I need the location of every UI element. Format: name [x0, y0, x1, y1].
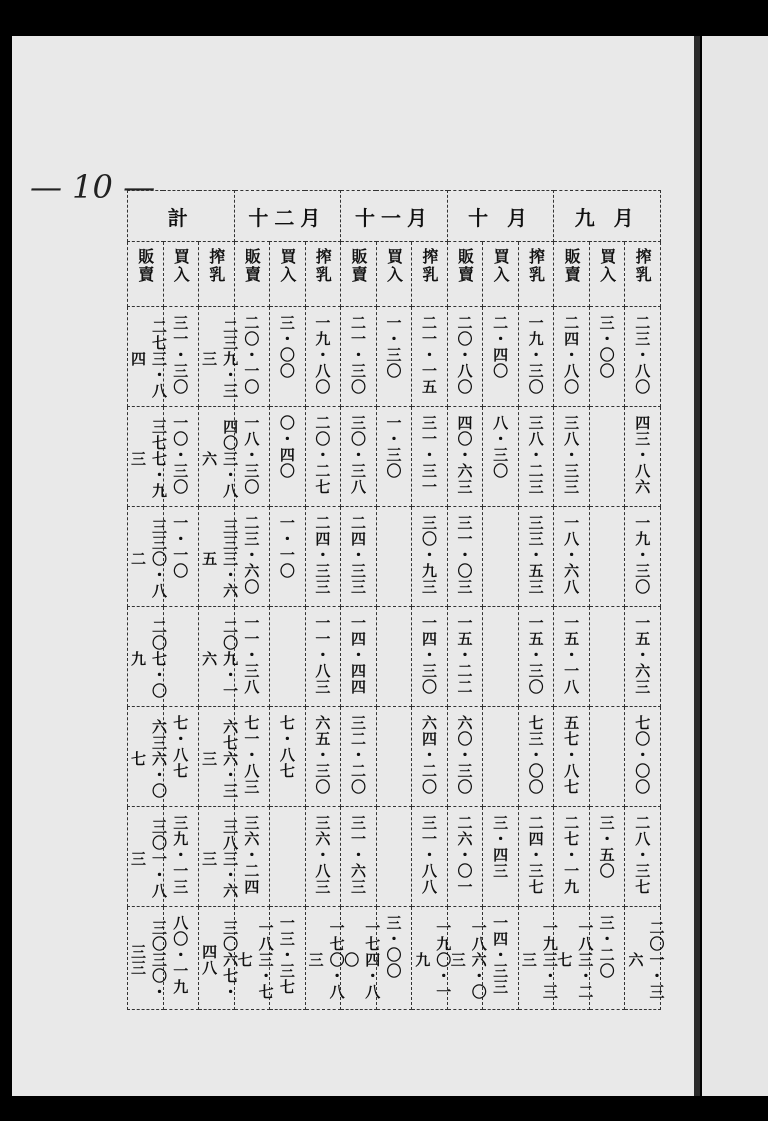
table-cell: [412, 307, 448, 407]
table-cell: [625, 607, 661, 707]
cell-value: 一八三・七七: [235, 920, 275, 1000]
cell-value: 一七四・八〇: [342, 920, 382, 1000]
table-cell: [625, 707, 661, 807]
table-cell: [483, 307, 519, 407]
cell-value: 三一・〇三: [455, 515, 474, 595]
cell-value: 一八六・〇三: [448, 920, 488, 1000]
table-cell: [554, 907, 595, 1010]
table-cell: [554, 407, 590, 507]
column-header-label: 買入: [491, 248, 511, 284]
cell-value: 三八三・六三: [200, 818, 240, 899]
book-spine: [694, 36, 700, 1096]
table-cell: [376, 407, 412, 507]
table-cell: [305, 507, 341, 607]
table-cell: [270, 607, 306, 707]
month-december: 十二月: [234, 191, 341, 242]
cell-value: 六四・二〇: [420, 715, 439, 795]
cell-value: 一四・四四: [348, 615, 367, 695]
column-header-label: 搾乳: [206, 248, 226, 284]
table-cell: [554, 307, 590, 407]
table-cell: [589, 507, 625, 607]
column-header: [625, 242, 661, 307]
cell-value: 二〇・八〇: [455, 315, 474, 395]
table-cell: [270, 307, 306, 407]
column-header: [589, 242, 625, 307]
cell-value: 一一・八三: [313, 615, 332, 695]
cell-value: 二三・六〇: [242, 515, 261, 595]
column-header-label: 買入: [597, 248, 617, 284]
column-header: [270, 242, 306, 307]
cell-value: 一四・三〇: [420, 615, 439, 695]
column-header-label: 搾乳: [313, 248, 333, 284]
month-october: 十 月: [447, 191, 554, 242]
table-cell: [589, 607, 625, 707]
table-cell: [341, 907, 382, 1010]
table-cell: [376, 707, 412, 807]
cell-value: 一五・一八: [562, 615, 581, 695]
cell-value: 五七・八七: [562, 715, 581, 795]
table-cell: [447, 307, 483, 407]
cell-value: 三三・五三: [526, 515, 545, 595]
table-row: [128, 807, 661, 907]
table-row: [128, 707, 661, 807]
table-cell: [199, 407, 240, 507]
table-cell: [305, 907, 346, 1010]
table-cell: [341, 507, 377, 607]
table-cell: [412, 507, 448, 607]
cell-value: 三・〇〇: [597, 315, 616, 379]
table-cell: [589, 707, 625, 807]
cell-value: 一五・六三: [633, 615, 652, 695]
cell-value: 三〇一・八三: [129, 818, 168, 899]
cell-value: 二六・〇一: [455, 815, 474, 895]
table-cell: [554, 707, 590, 807]
column-header: [163, 242, 199, 307]
cell-value: 三・四三: [491, 815, 510, 879]
table-cell: [199, 307, 240, 407]
table-cell: [128, 407, 168, 507]
table-cell: [270, 507, 306, 607]
cell-value: 七一・八三: [242, 715, 261, 795]
table-cell: [128, 907, 168, 1010]
table-cell: [483, 607, 519, 707]
table-cell: [447, 807, 483, 907]
cell-value: 一五・二二: [455, 615, 474, 695]
table-cell: [518, 307, 554, 407]
table-cell: [305, 807, 341, 907]
cell-value: 六三六・〇七: [129, 718, 168, 799]
cell-value: 一九・三〇: [526, 315, 545, 395]
cell-value: 二四・八〇: [562, 315, 581, 395]
cell-value: 七・八七: [277, 715, 296, 779]
column-header-label: 販賣: [348, 248, 368, 284]
cell-value: 一七〇・八三: [306, 920, 346, 1000]
cell-value: 三一・八八: [420, 815, 439, 895]
cell-value: 四三・八六: [633, 415, 652, 495]
cell-value: 一八・六八: [562, 515, 581, 595]
table-cell: [341, 407, 377, 507]
column-header-label: 搾乳: [633, 248, 653, 284]
table-cell: [554, 807, 590, 907]
cell-value: 三八・二三: [526, 415, 545, 495]
table-cell: [518, 807, 554, 907]
table-cell: [128, 707, 168, 807]
table-cell: [199, 907, 240, 1010]
table-cell: [554, 507, 590, 607]
cell-value: 二七三・八四: [129, 318, 168, 399]
cell-value: 三・〇〇: [277, 315, 296, 379]
table-cell: [625, 307, 661, 407]
table-cell: [376, 307, 412, 407]
adjacent-page-edge: [702, 36, 768, 1096]
table-row: [128, 407, 661, 507]
table-cell: [341, 707, 377, 807]
cell-value: 一九三・三三: [519, 920, 559, 1000]
cell-value: 一・一〇: [171, 515, 190, 579]
cell-value: 二〇・二七: [313, 415, 332, 495]
table-cell: [589, 407, 625, 507]
cell-value: 三七七・九三: [129, 418, 168, 499]
month-november: 十一月: [341, 191, 448, 242]
table-cell: [128, 507, 168, 607]
cell-value: 一一・三八: [242, 615, 261, 695]
column-header-label: 買入: [277, 248, 297, 284]
column-header-label: 販賣: [562, 248, 582, 284]
table-cell: [483, 407, 519, 507]
table-cell: [518, 707, 554, 807]
cell-value: 一九・三〇: [633, 515, 652, 595]
table-cell: [412, 807, 448, 907]
table-cell: [412, 907, 453, 1010]
table-cell: [128, 307, 168, 407]
column-header: [518, 242, 554, 307]
table-cell: [625, 507, 661, 607]
cell-value: 三一・三〇: [171, 315, 190, 395]
page-number: — 10 —: [30, 168, 156, 206]
cell-value: 三・五〇: [597, 815, 616, 879]
column-header: [412, 242, 448, 307]
cell-value: 一〇・三〇: [171, 415, 190, 495]
table-cell: [341, 307, 377, 407]
column-header: [554, 242, 590, 307]
column-header-label: 販賣: [135, 248, 155, 284]
column-header-label: 搾乳: [526, 248, 546, 284]
cell-value: 二〇・一〇: [242, 315, 261, 395]
column-header-label: 搾乳: [420, 248, 440, 284]
column-header: [483, 242, 519, 307]
table-cell: [518, 607, 554, 707]
table-cell: [447, 607, 483, 707]
column-header-label: 販賣: [455, 248, 475, 284]
cell-value: 三三〇・八二: [129, 518, 168, 599]
cell-value: 二一・三〇: [348, 315, 367, 395]
table-cell: [412, 407, 448, 507]
cell-value: 六五・三〇: [313, 715, 332, 795]
column-header: [447, 242, 483, 307]
table-cell: [199, 507, 240, 607]
table-cell: [376, 607, 412, 707]
column-header: [341, 242, 377, 307]
table-cell: [625, 907, 666, 1010]
cell-value: 三二・二〇: [348, 715, 367, 795]
table-cell: [376, 807, 412, 907]
month-total: 計: [128, 191, 235, 242]
column-header-label: 買入: [171, 248, 191, 284]
cell-value: 四〇三・八六: [200, 418, 240, 499]
table-row: [128, 907, 661, 1010]
table-cell: [412, 607, 448, 707]
cell-value: 三・二〇: [597, 915, 616, 979]
cell-value: 三一・三一: [420, 415, 439, 495]
table-cell: [270, 807, 306, 907]
cell-value: 八・三〇: [491, 415, 510, 479]
table-cell: [376, 507, 412, 607]
table-cell: [589, 807, 625, 907]
column-header-label: 買入: [384, 248, 404, 284]
table-cell: [518, 507, 554, 607]
cell-value: 三・〇〇: [384, 915, 403, 979]
table-cell: [625, 807, 661, 907]
cell-value: 二〇一・三六: [626, 920, 666, 1000]
table-cell: [199, 607, 240, 707]
table-cell: [483, 707, 519, 807]
cell-value: 三八・三三: [562, 415, 581, 495]
cell-value: 三〇六七・四八: [200, 920, 240, 1000]
column-header: [128, 242, 164, 307]
table-cell: [483, 807, 519, 907]
table-cell: [199, 707, 240, 807]
column-header-row: [128, 242, 661, 307]
table-cell: [341, 807, 377, 907]
cell-value: 一九〇・一九: [413, 920, 453, 1000]
table-cell: [447, 507, 483, 607]
cell-value: 八〇・一九: [171, 915, 190, 995]
cell-value: 二〇七・〇九: [129, 618, 168, 699]
cell-value: 三六・二四: [242, 815, 261, 895]
cell-value: 一三・三七: [277, 915, 296, 995]
table-cell: [518, 907, 559, 1010]
ledger-table: [127, 190, 666, 1010]
column-header: [234, 242, 270, 307]
cell-value: 六七六・三三: [200, 718, 240, 799]
table-cell: [128, 807, 168, 907]
cell-value: 三〇・三八: [348, 415, 367, 495]
cell-value: 二〇九・一六: [200, 618, 240, 699]
table-cell: [447, 407, 483, 507]
table-cell: [128, 607, 168, 707]
cell-value: 二四・三三: [348, 515, 367, 595]
cell-value: 二三・八〇: [633, 315, 652, 395]
cell-value: 七〇・〇〇: [633, 715, 652, 795]
table-cell: [554, 607, 590, 707]
table-cell: [199, 807, 240, 907]
table-cell: [270, 407, 306, 507]
table-cell: [412, 707, 448, 807]
table-cell: [625, 407, 661, 507]
month-september: 九 月: [554, 191, 661, 242]
cell-value: 四〇・六三: [455, 415, 474, 495]
table-cell: [447, 907, 488, 1010]
cell-value: 二四・三三: [313, 515, 332, 595]
table-cell: [305, 707, 341, 807]
month-header-row: [128, 191, 661, 242]
table-cell: [483, 507, 519, 607]
cell-value: 三〇三〇・三三: [129, 920, 168, 1000]
table-cell: [447, 707, 483, 807]
cell-value: 三九・一三: [171, 815, 190, 895]
cell-value: 六〇・三〇: [455, 715, 474, 795]
cell-value: 三〇・九三: [420, 515, 439, 595]
table-cell: [341, 607, 377, 707]
table-cell: [270, 707, 306, 807]
cell-value: 三六・八三: [313, 815, 332, 895]
table-cell: [234, 907, 275, 1010]
cell-value: 二八・三七: [633, 815, 652, 895]
table-cell: [305, 607, 341, 707]
table-cell: [518, 407, 554, 507]
table-row: [128, 607, 661, 707]
cell-value: 七三・〇〇: [526, 715, 545, 795]
table-cell: [305, 407, 341, 507]
cell-value: 〇・四〇: [277, 415, 296, 479]
column-header-label: 販賣: [242, 248, 262, 284]
table-row: [128, 307, 661, 407]
table-row: [128, 507, 661, 607]
cell-value: 三三三・六五: [200, 518, 240, 599]
cell-value: 一五・三〇: [526, 615, 545, 695]
cell-value: 二三九・三三: [200, 318, 240, 399]
cell-value: 三一・六三: [348, 815, 367, 895]
column-header: [199, 242, 235, 307]
column-header: [376, 242, 412, 307]
table-cell: [305, 307, 341, 407]
cell-value: 一八三・二七: [555, 920, 595, 1000]
table-cell: [589, 307, 625, 407]
cell-value: 二一・一五: [420, 315, 439, 395]
column-header: [305, 242, 341, 307]
cell-value: 二四・三七: [526, 815, 545, 895]
cell-value: 一四・三三: [491, 915, 510, 995]
cell-value: 七・八七: [171, 715, 190, 779]
cell-value: 二七・一九: [562, 815, 581, 895]
cell-value: 一・一〇: [277, 515, 296, 579]
cell-value: 二・四〇: [491, 315, 510, 379]
cell-value: 一・三〇: [384, 415, 403, 479]
cell-value: 一・三〇: [384, 315, 403, 379]
cell-value: 一九・八〇: [313, 315, 332, 395]
cell-value: 一八・三〇: [242, 415, 261, 495]
